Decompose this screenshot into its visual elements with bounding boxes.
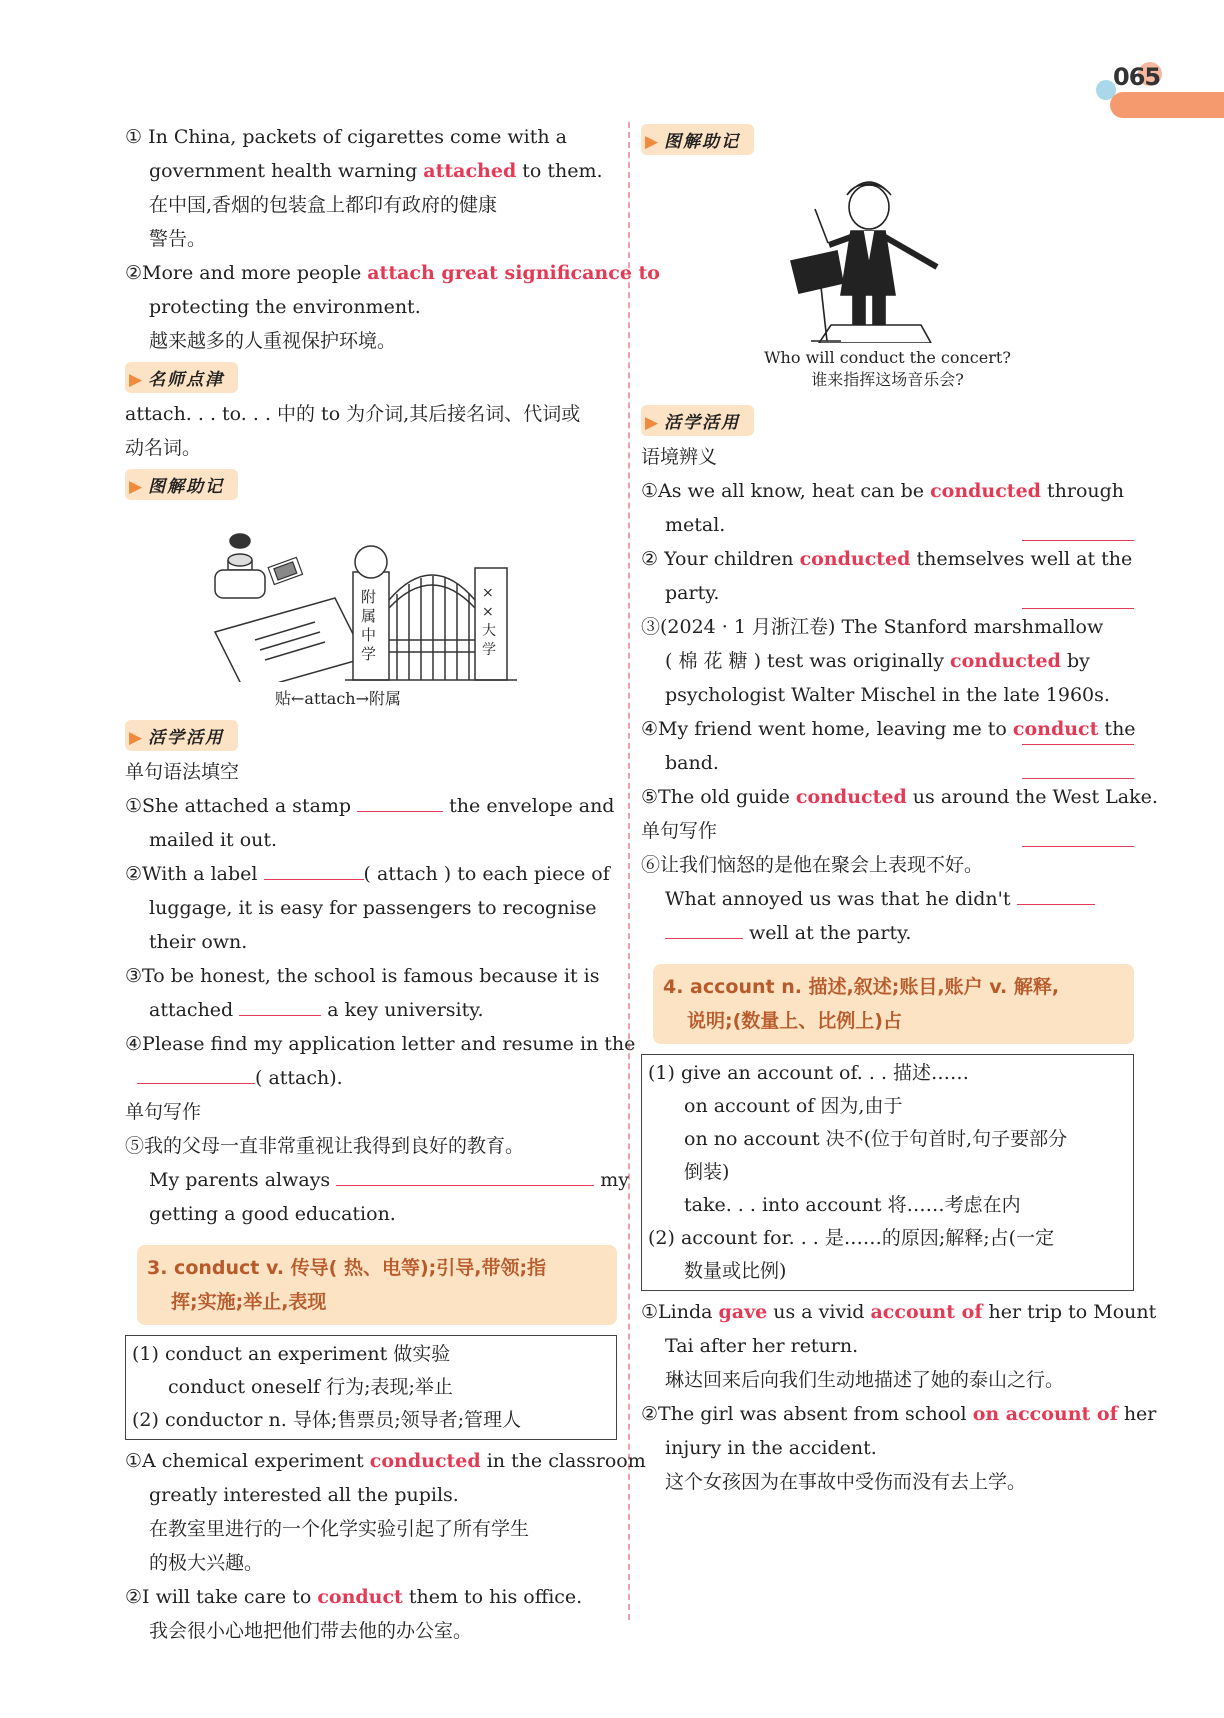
meaning-3-line-c: psychologist Walter Mischel in the late 1960s. (665, 684, 1110, 706)
definition-conduct (137, 1245, 617, 1325)
phrase-6: (2) account for. . . 是……的原因;解释;占(一定 (648, 1227, 1055, 1249)
write-heading: 单句写作 (641, 820, 718, 842)
fill-heading: 单句语法填空 (125, 761, 240, 783)
stamp-icon (268, 557, 302, 584)
text: ②I will take care to (125, 1586, 318, 1608)
tag-label: 图解助记 (664, 132, 741, 152)
text: ②The girl was absent from school (641, 1403, 973, 1425)
text: well at the party. (743, 922, 912, 944)
chevron-right-icon: ▶ (645, 132, 661, 152)
highlight: gave (718, 1301, 768, 1323)
highlight: attach great significance to (367, 262, 660, 284)
answer-blank[interactable] (1022, 522, 1134, 541)
tip-line-a: attach. . . to. . . 中的 to 为介词,其后接名词、代词或 (125, 403, 581, 425)
text: ( attach). (255, 1067, 343, 1089)
text: a key university. (321, 999, 484, 1021)
phrase-3: (2) conductor n. 导体;售票员;领导者;管理人 (132, 1409, 522, 1431)
apply-tag (641, 405, 754, 436)
gate-right-label: ××大学 (482, 585, 496, 658)
tag-label: 活学活用 (148, 728, 225, 748)
conduct-example-1-line-b: greatly interested all the pupils. (149, 1484, 459, 1506)
answer-blank[interactable] (239, 997, 321, 1016)
phrase-5: take. . . into account 将……考虑在内 (684, 1194, 1021, 1216)
envelope-icon (215, 598, 365, 682)
picture-tag (125, 469, 238, 500)
highlight: conducted (369, 1450, 481, 1472)
chevron-right-icon: ▶ (645, 413, 661, 433)
phrase-box-conduct (125, 1335, 617, 1440)
example-1-line-a: ① In China, packets of cigarettes come with a (125, 126, 567, 148)
conduct-example-2-line-a (125, 1580, 617, 1614)
highlight: account of (870, 1301, 983, 1323)
highlight: attached (423, 160, 517, 182)
text: her (1117, 1403, 1157, 1425)
example-1-translation-a: 在中国,香烟的包装盒上都印有政府的健康 (149, 194, 498, 216)
phrase-2: on account of 因为,由于 (684, 1095, 903, 1117)
account-example-1-line-a (641, 1295, 1157, 1329)
write-5-line-b: getting a good education. (149, 1203, 396, 1225)
chevron-right-icon: ▶ (129, 370, 145, 390)
picture-tag (641, 124, 754, 155)
highlight: conducted (799, 548, 911, 570)
write-6-line-a (641, 882, 1134, 916)
left-column (125, 120, 660, 1648)
meaning-3-line-a: ③(2024 · 1 月浙江卷) The Stanford marshmallow (641, 616, 1104, 638)
account-example-1-translation: 琳达回来后向我们生动地描述了她的泰山之行。 (665, 1369, 1065, 1391)
highlight: on account of (972, 1403, 1118, 1425)
page-number-bar (1110, 92, 1224, 118)
text: government health warning (149, 160, 424, 182)
meaning-3-line-b (641, 644, 1134, 678)
fill-3-line-a: ③To be honest, the school is famous because it is (125, 965, 600, 987)
example-1-line-b (125, 154, 617, 188)
answer-blank[interactable] (137, 1065, 255, 1084)
phrase-7: 数量或比例) (684, 1260, 787, 1282)
definition-line-a: 4. account n. 描述,叙述;账目,账户 v. 解释, (663, 976, 1060, 998)
example-2-translation: 越来越多的人重视保护环境。 (149, 330, 397, 352)
answer-blank[interactable] (1022, 760, 1134, 779)
text: ①As we all know, heat can be (641, 480, 931, 502)
text: ( attach ) to each piece of (363, 863, 610, 885)
text: in the classroom (480, 1450, 646, 1472)
phrase-2: conduct oneself 行为;表现;举止 (168, 1376, 453, 1398)
text: by (1060, 650, 1090, 672)
write-heading: 单句写作 (125, 1101, 202, 1123)
answer-blank[interactable] (1022, 828, 1134, 847)
text: themselves well at the (910, 548, 1133, 570)
account-example-1-line-b: Tai after her return. (665, 1335, 859, 1357)
example-2-line-a (125, 256, 660, 290)
tag-label: 图解助记 (148, 477, 225, 497)
example-2-line-b: protecting the environment. (149, 296, 421, 318)
tag-label: 名师点津 (148, 370, 225, 390)
tip-line-b: 动名词。 (125, 437, 202, 459)
fill-3-line-b (125, 993, 617, 1027)
fill-1-line-a (125, 789, 617, 823)
right-column (641, 120, 1158, 1499)
meaning-2-line-a (641, 542, 1134, 576)
highlight: conducted (950, 650, 1061, 672)
meaning-4-line-b (641, 746, 1134, 780)
phrase-3: on no account 决不(位于句首时,句子要部分 (684, 1128, 1068, 1150)
highlight: conducted (930, 480, 1041, 502)
text: ( 棉 花 糖 ) test was originally (665, 650, 951, 672)
definition-line-b: 说明;(数量上、比例上)占 (687, 1010, 902, 1032)
account-example-2-line-a (641, 1397, 1157, 1431)
text: ①She attached a stamp (125, 795, 358, 817)
highlight: conduct (317, 1586, 403, 1608)
attach-caption: 贴←attach→附属 (275, 689, 402, 708)
text: ②With a label (125, 863, 264, 885)
text: the (1098, 718, 1136, 740)
text: ⑤The old guide (641, 786, 796, 808)
answer-blank[interactable] (1022, 726, 1134, 745)
tip-tag (125, 362, 238, 393)
definition-account (653, 964, 1134, 1044)
phrase-1: (1) conduct an experiment 做实验 (132, 1343, 451, 1365)
example-1-translation-b: 警告。 (149, 228, 207, 250)
apply-tag (125, 720, 238, 751)
column-divider (628, 122, 630, 1620)
chevron-right-icon: ▶ (129, 477, 145, 497)
meaning-1-line-a (641, 474, 1134, 508)
music-stand-icon (791, 251, 843, 293)
text: party. (665, 582, 720, 604)
text: What annoyed us was that he didn't (665, 888, 1011, 910)
answer-blank[interactable] (264, 861, 364, 880)
conduct-example-2-translation: 我会很小心地把他们带去他的办公室。 (149, 1620, 473, 1642)
meaning-1-line-b (641, 508, 1134, 542)
text: attached (149, 999, 240, 1021)
text: ①Linda (641, 1301, 719, 1323)
definition-line-a: 3. conduct v. 传导( 热、电等);引导,带领;指 (147, 1257, 547, 1279)
glue-bottle-icon (215, 534, 265, 598)
highlight: conduct (1012, 718, 1099, 740)
text: us a vivid (767, 1301, 871, 1323)
phrase-1: (1) give an account of. . . 描述…… (648, 1062, 970, 1084)
conductor-illustration (641, 165, 1134, 395)
attach-illustration (125, 510, 617, 710)
answer-blank[interactable] (1017, 886, 1095, 905)
conduct-example-1-line-a (125, 1444, 646, 1478)
example-1 (125, 120, 617, 256)
phrase-box-account (641, 1054, 1134, 1291)
fill-4-line-a: ④Please find my application letter and resume in the (125, 1033, 636, 1055)
write-5-line-a (125, 1163, 630, 1197)
context-heading: 语境辨义 (641, 446, 718, 468)
answer-blank[interactable] (665, 920, 743, 939)
answer-blank[interactable] (336, 1167, 594, 1186)
text: My parents always (149, 1169, 337, 1191)
text: ②More and more people (125, 262, 368, 284)
text: ④My friend went home, leaving me to (641, 718, 1013, 740)
fill-2-line-a (125, 857, 617, 891)
fill-2-line-b: luggage, it is easy for passengers to recognise (149, 897, 597, 919)
text: ② Your children (641, 548, 800, 570)
gate-left-label: 附属中学 (361, 588, 377, 663)
highlight: conducted (795, 786, 907, 808)
conductor-caption-zh: 谁来指挥这场音乐会? (811, 370, 964, 389)
fill-1-line-b: mailed it out. (149, 829, 278, 851)
write-6-prompt: ⑥让我们恼怒的是他在聚会上表现不好。 (641, 854, 984, 876)
text: metal. (665, 514, 726, 536)
text: us around the West Lake. (906, 786, 1158, 808)
meaning-5-line-a (641, 780, 1158, 814)
text: my (594, 1169, 630, 1191)
tag-label: 活学活用 (664, 413, 741, 433)
page-number: 065 (1113, 63, 1161, 91)
answer-blank[interactable] (1022, 590, 1134, 609)
fill-2-line-c: their own. (149, 931, 248, 953)
meaning-2-line-b (641, 576, 1134, 610)
example-2 (125, 256, 660, 358)
text: band. (665, 752, 719, 774)
baton-icon (815, 209, 828, 243)
text: the envelope and (443, 795, 615, 817)
conductor-caption-en: Who will conduct the concert? (764, 348, 1011, 367)
write-6-line-b (641, 916, 1134, 950)
write-5-prompt: ⑤我的父母一直非常重视让我得到良好的教育。 (125, 1135, 525, 1157)
text: ①A chemical experiment (125, 1450, 370, 1472)
text: through (1040, 480, 1125, 502)
chevron-right-icon: ▶ (129, 728, 145, 748)
account-example-2-translation: 这个女孩因为在事故中受伤而没有去上学。 (665, 1471, 1027, 1493)
account-example-2-line-b: injury in the accident. (665, 1437, 877, 1459)
text: to them. (516, 160, 603, 182)
definition-line-b: 挥;实施;举止,表现 (171, 1291, 327, 1313)
conduct-example-1-translation-b: 的极大兴趣。 (149, 1552, 264, 1574)
text: her trip to Mount (982, 1301, 1157, 1323)
conductor-drawing (641, 165, 1134, 343)
phrase-4: 倒装) (684, 1161, 730, 1183)
conduct-example-1-translation-a: 在教室里进行的一个化学实验引起了所有学生 (149, 1518, 530, 1540)
text: them to his office. (402, 1586, 583, 1608)
answer-blank[interactable] (357, 793, 443, 812)
fill-4-line-b (125, 1061, 617, 1095)
